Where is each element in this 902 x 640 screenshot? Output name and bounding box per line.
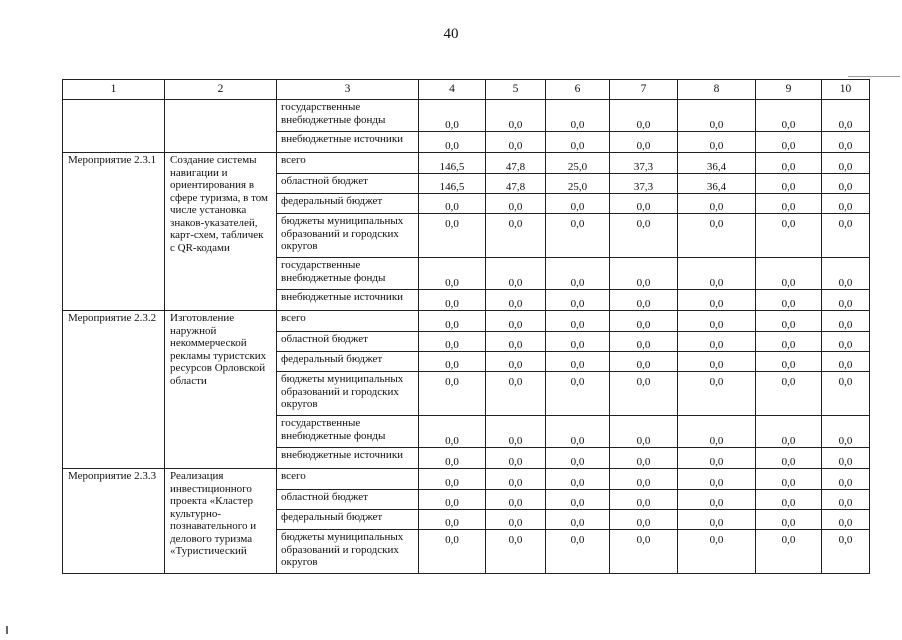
amount-cell: 0,0 <box>486 290 546 311</box>
amount-cell: 0,0 <box>822 100 870 132</box>
activity-title: Создание системы навигации и ориентирования в сфере туризма, в том числе установка знаков-указателей, карт-схем, табличек с QR-кодами <box>165 153 277 311</box>
amount-cell: 0,0 <box>678 416 756 448</box>
amount-cell: 0,0 <box>486 311 546 332</box>
activity-code: Мероприятие 2.3.3 <box>63 469 165 574</box>
amount-cell: 0,0 <box>419 448 486 469</box>
amount-cell: 0,0 <box>756 510 822 530</box>
amount-cell: 0,0 <box>822 174 870 194</box>
amount-cell: 0,0 <box>822 194 870 214</box>
amount-cell: 47,8 <box>486 174 546 194</box>
header-cell: 6 <box>546 80 610 100</box>
amount-cell: 0,0 <box>546 332 610 352</box>
amount-cell: 0,0 <box>419 311 486 332</box>
header-cell: 7 <box>610 80 678 100</box>
amount-cell: 0,0 <box>546 416 610 448</box>
amount-cell: 0,0 <box>610 194 678 214</box>
amount-cell: 0,0 <box>419 290 486 311</box>
amount-cell: 47,8 <box>486 153 546 174</box>
amount-cell: 0,0 <box>419 258 486 290</box>
amount-cell: 0,0 <box>546 352 610 372</box>
header-cell: 8 <box>678 80 756 100</box>
amount-cell: 0,0 <box>822 332 870 352</box>
amount-cell: 0,0 <box>678 372 756 416</box>
amount-cell: 0,0 <box>546 311 610 332</box>
amount-cell: 0,0 <box>610 510 678 530</box>
amount-cell: 0,0 <box>546 490 610 510</box>
funding-source: всего <box>277 469 419 490</box>
funding-source: всего <box>277 153 419 174</box>
amount-cell: 0,0 <box>678 311 756 332</box>
header-row <box>63 80 870 100</box>
funding-source: всего <box>277 311 419 332</box>
amount-cell: 0,0 <box>822 214 870 258</box>
table-row <box>63 311 870 332</box>
activity-title: Изготовление наружной некоммерческой рекламы туристских ресурсов Орловской области <box>165 311 277 469</box>
amount-cell: 0,0 <box>486 448 546 469</box>
amount-cell: 36,4 <box>678 174 756 194</box>
amount-cell: 0,0 <box>486 416 546 448</box>
amount-cell: 0,0 <box>486 510 546 530</box>
amount-cell: 0,0 <box>419 132 486 153</box>
amount-cell: 37,3 <box>610 174 678 194</box>
amount-cell: 0,0 <box>419 352 486 372</box>
amount-cell: 0,0 <box>756 153 822 174</box>
amount-cell: 0,0 <box>610 332 678 352</box>
amount-cell: 0,0 <box>756 311 822 332</box>
funding-source: бюджеты муниципальных образований и городских округов <box>277 214 419 258</box>
amount-cell: 0,0 <box>546 530 610 574</box>
funding-source: федеральный бюджет <box>277 194 419 214</box>
amount-cell: 146,5 <box>419 153 486 174</box>
amount-cell: 0,0 <box>822 469 870 490</box>
amount-cell: 0,0 <box>756 332 822 352</box>
scan-edge-line <box>848 76 900 77</box>
amount-cell: 0,0 <box>546 372 610 416</box>
activity-code: Мероприятие 2.3.2 <box>63 311 165 469</box>
amount-cell: 0,0 <box>546 100 610 132</box>
amount-cell: 0,0 <box>610 530 678 574</box>
amount-cell: 0,0 <box>486 258 546 290</box>
table-row <box>63 153 870 174</box>
header-cell: 9 <box>756 80 822 100</box>
funding-source: внебюджетные источники <box>277 448 419 469</box>
amount-cell: 0,0 <box>822 153 870 174</box>
amount-cell: 0,0 <box>822 372 870 416</box>
amount-cell: 0,0 <box>822 132 870 153</box>
amount-cell: 0,0 <box>678 352 756 372</box>
amount-cell: 0,0 <box>756 194 822 214</box>
amount-cell: 0,0 <box>678 194 756 214</box>
header-cell: 4 <box>419 80 486 100</box>
amount-cell: 0,0 <box>756 490 822 510</box>
funding-source: федеральный бюджет <box>277 352 419 372</box>
amount-cell: 0,0 <box>486 100 546 132</box>
amount-cell: 0,0 <box>610 352 678 372</box>
amount-cell: 0,0 <box>756 469 822 490</box>
amount-cell: 25,0 <box>546 174 610 194</box>
amount-cell: 0,0 <box>486 352 546 372</box>
amount-cell: 0,0 <box>756 174 822 194</box>
amount-cell: 0,0 <box>756 132 822 153</box>
amount-cell: 0,0 <box>756 530 822 574</box>
funding-source: бюджеты муниципальных образований и городских округов <box>277 530 419 574</box>
funding-source: внебюджетные источники <box>277 132 419 153</box>
table-row <box>63 469 870 490</box>
amount-cell: 25,0 <box>546 153 610 174</box>
amount-cell: 0,0 <box>419 510 486 530</box>
header-cell: 1 <box>63 80 165 100</box>
amount-cell: 0,0 <box>486 132 546 153</box>
amount-cell: 0,0 <box>678 530 756 574</box>
amount-cell: 146,5 <box>419 174 486 194</box>
amount-cell: 0,0 <box>610 132 678 153</box>
amount-cell: 0,0 <box>678 132 756 153</box>
amount-cell: 0,0 <box>822 290 870 311</box>
empty-cell <box>63 100 165 153</box>
amount-cell: 0,0 <box>546 258 610 290</box>
funding-source: внебюджетные источники <box>277 290 419 311</box>
funding-source: бюджеты муниципальных образований и городских округов <box>277 372 419 416</box>
amount-cell: 0,0 <box>546 448 610 469</box>
scan-mark <box>6 626 8 634</box>
amount-cell: 0,0 <box>822 510 870 530</box>
amount-cell: 0,0 <box>546 214 610 258</box>
amount-cell: 0,0 <box>546 469 610 490</box>
amount-cell: 0,0 <box>610 258 678 290</box>
amount-cell: 37,3 <box>610 153 678 174</box>
activity-code: Мероприятие 2.3.1 <box>63 153 165 311</box>
amount-cell: 0,0 <box>610 448 678 469</box>
amount-cell: 0,0 <box>486 530 546 574</box>
header-cell: 10 <box>822 80 870 100</box>
amount-cell: 0,0 <box>756 448 822 469</box>
amount-cell: 0,0 <box>486 214 546 258</box>
amount-cell: 0,0 <box>756 258 822 290</box>
amount-cell: 0,0 <box>610 214 678 258</box>
amount-cell: 0,0 <box>486 469 546 490</box>
amount-cell: 0,0 <box>678 490 756 510</box>
amount-cell: 0,0 <box>756 100 822 132</box>
amount-cell: 0,0 <box>419 416 486 448</box>
amount-cell: 0,0 <box>678 469 756 490</box>
amount-cell: 0,0 <box>822 490 870 510</box>
amount-cell: 0,0 <box>546 510 610 530</box>
amount-cell: 0,0 <box>678 258 756 290</box>
amount-cell: 0,0 <box>678 214 756 258</box>
amount-cell: 0,0 <box>419 372 486 416</box>
table-row <box>63 100 870 132</box>
funding-source: государственные внебюджетные фонды <box>277 100 419 132</box>
amount-cell: 36,4 <box>678 153 756 174</box>
amount-cell: 0,0 <box>822 258 870 290</box>
amount-cell: 0,0 <box>756 290 822 311</box>
empty-cell <box>165 100 277 153</box>
amount-cell: 0,0 <box>546 194 610 214</box>
amount-cell: 0,0 <box>756 372 822 416</box>
amount-cell: 0,0 <box>486 194 546 214</box>
amount-cell: 0,0 <box>822 416 870 448</box>
amount-cell: 0,0 <box>419 530 486 574</box>
amount-cell: 0,0 <box>610 469 678 490</box>
funding-source: федеральный бюджет <box>277 510 419 530</box>
amount-cell: 0,0 <box>756 416 822 448</box>
amount-cell: 0,0 <box>486 372 546 416</box>
funding-source: государственные внебюджетные фонды <box>277 416 419 448</box>
amount-cell: 0,0 <box>822 352 870 372</box>
amount-cell: 0,0 <box>756 352 822 372</box>
amount-cell: 0,0 <box>756 214 822 258</box>
amount-cell: 0,0 <box>419 490 486 510</box>
amount-cell: 0,0 <box>610 490 678 510</box>
funding-source: областной бюджет <box>277 332 419 352</box>
amount-cell: 0,0 <box>610 311 678 332</box>
activity-title: Реализация инвестиционного проекта «Кластер культурно-познавательного и делового туризма «Туристический <box>165 469 277 574</box>
funding-table <box>62 79 870 574</box>
amount-cell: 0,0 <box>546 290 610 311</box>
header-cell: 5 <box>486 80 546 100</box>
amount-cell: 0,0 <box>419 469 486 490</box>
amount-cell: 0,0 <box>610 416 678 448</box>
funding-source: областной бюджет <box>277 174 419 194</box>
amount-cell: 0,0 <box>610 100 678 132</box>
funding-source: областной бюджет <box>277 490 419 510</box>
amount-cell: 0,0 <box>678 100 756 132</box>
amount-cell: 0,0 <box>610 290 678 311</box>
amount-cell: 0,0 <box>678 448 756 469</box>
amount-cell: 0,0 <box>419 332 486 352</box>
amount-cell: 0,0 <box>546 132 610 153</box>
amount-cell: 0,0 <box>486 490 546 510</box>
amount-cell: 0,0 <box>419 100 486 132</box>
amount-cell: 0,0 <box>419 194 486 214</box>
header-cell: 3 <box>277 80 419 100</box>
amount-cell: 0,0 <box>678 510 756 530</box>
amount-cell: 0,0 <box>486 332 546 352</box>
amount-cell: 0,0 <box>678 332 756 352</box>
header-cell: 2 <box>165 80 277 100</box>
amount-cell: 0,0 <box>822 448 870 469</box>
amount-cell: 0,0 <box>419 214 486 258</box>
amount-cell: 0,0 <box>678 290 756 311</box>
amount-cell: 0,0 <box>822 530 870 574</box>
page-number: 40 <box>443 26 459 42</box>
amount-cell: 0,0 <box>822 311 870 332</box>
amount-cell: 0,0 <box>610 372 678 416</box>
funding-source: государственные внебюджетные фонды <box>277 258 419 290</box>
